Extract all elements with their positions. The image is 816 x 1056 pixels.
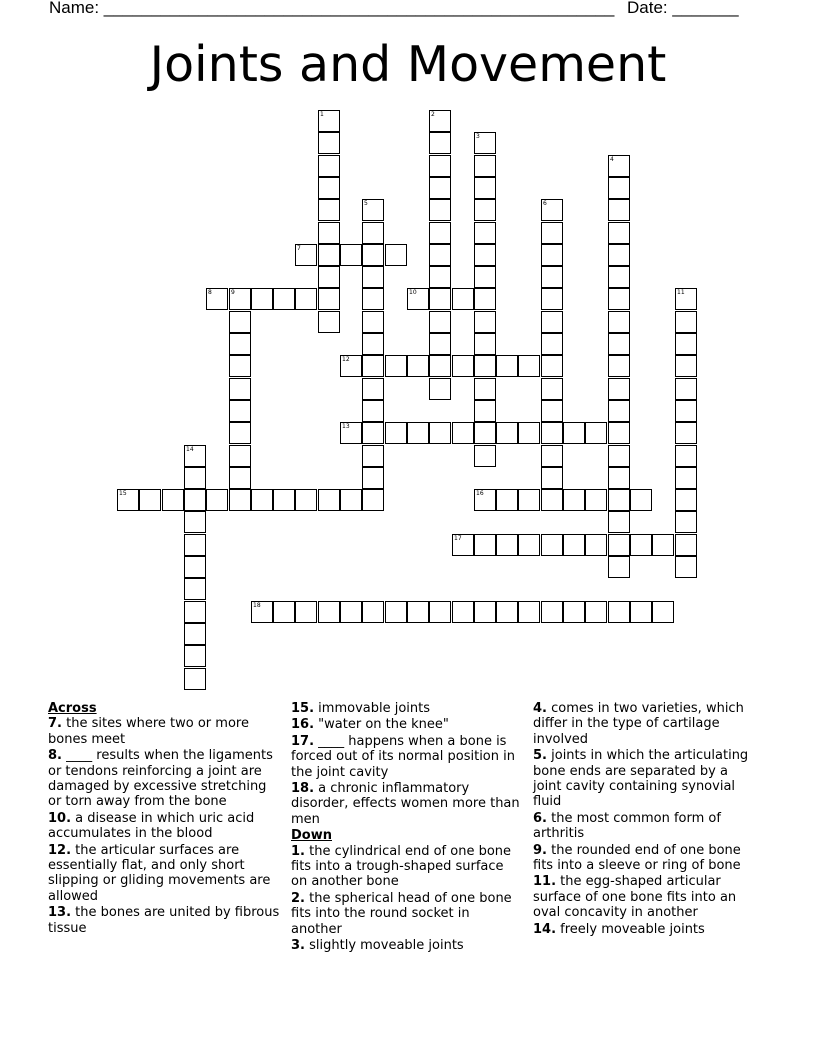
clue-number: 14 — [186, 446, 194, 453]
clue-across: 15. immovable joints — [291, 701, 431, 716]
crossword-cell[interactable] — [407, 601, 429, 623]
clue-down: 6. the most common form of arthritis — [533, 810, 721, 842]
crossword-cell[interactable] — [429, 132, 451, 154]
crossword-cell[interactable] — [362, 445, 384, 467]
crossword-cell[interactable] — [318, 266, 340, 288]
clue-across: 7. the sites where two or more bones meet — [48, 716, 249, 747]
crossword-cell[interactable] — [474, 378, 496, 400]
crossword-cell[interactable] — [474, 601, 496, 623]
clue-number: 17 — [454, 535, 462, 542]
crossword-cell[interactable] — [407, 422, 429, 444]
crossword-cell[interactable] — [184, 601, 206, 623]
crossword-cell[interactable] — [541, 489, 563, 511]
clue-across: 18. a chronic inflammatory disorder, effects women more than men — [291, 781, 520, 827]
clue-across: 8. ____ results when the ligaments or tendons reinforcing a joint are damaged by excessive stretching or torn away from the bone — [48, 748, 273, 810]
crossword-cell[interactable] — [585, 534, 607, 556]
crossword-cell[interactable] — [251, 489, 273, 511]
crossword-cell[interactable] — [518, 489, 540, 511]
crossword-cell[interactable] — [229, 445, 251, 467]
crossword-cell[interactable] — [340, 489, 362, 511]
crossword-cell[interactable] — [295, 601, 317, 623]
crossword-cell[interactable] — [362, 355, 384, 377]
clue-across: 17. ____ happens when a bone is forced out of its normal position in the joint cavity — [291, 733, 515, 780]
crossword-cell[interactable] — [608, 266, 630, 288]
crossword-cell[interactable] — [452, 534, 474, 556]
crossword-cell[interactable] — [429, 355, 451, 377]
crossword-cell[interactable] — [340, 355, 362, 377]
crossword-cell[interactable] — [630, 534, 652, 556]
crossword-cell[interactable] — [563, 422, 585, 444]
crossword-cell[interactable] — [229, 311, 251, 333]
crossword-cell[interactable] — [429, 601, 451, 623]
clue-down: 14. freely moveable joints — [533, 921, 705, 937]
crossword-cell[interactable] — [541, 534, 563, 556]
crossword-cell[interactable] — [675, 378, 697, 400]
crossword-cell[interactable] — [229, 467, 251, 489]
crossword-cell[interactable] — [318, 311, 340, 333]
crossword-cell[interactable] — [541, 266, 563, 288]
crossword-cell[interactable] — [474, 199, 496, 221]
crossword-cell[interactable] — [452, 355, 474, 377]
crossword-cell[interactable] — [496, 355, 518, 377]
crossword-cell[interactable] — [385, 422, 407, 444]
crossword-cell[interactable] — [652, 601, 674, 623]
clue-across: 12. the articular surfaces are essentially flat, and only short slipping or gliding movements are allowed — [48, 842, 271, 904]
crossword-cell[interactable] — [541, 355, 563, 377]
clue-number: 2 — [431, 111, 435, 118]
crossword-cell[interactable] — [318, 110, 340, 132]
crossword-cell[interactable] — [496, 422, 518, 444]
crossword-cell[interactable] — [474, 422, 496, 444]
crossword-cell[interactable] — [206, 489, 228, 511]
crossword-cell[interactable] — [184, 534, 206, 556]
crossword-cell[interactable] — [675, 311, 697, 333]
crossword-cell[interactable] — [229, 422, 251, 444]
crossword-cell[interactable] — [318, 244, 340, 266]
crossword-cell[interactable] — [184, 578, 206, 600]
crossword-cell[interactable] — [608, 445, 630, 467]
crossword-cell[interactable] — [340, 422, 362, 444]
crossword-cell[interactable] — [429, 244, 451, 266]
clue-number: 13 — [342, 423, 350, 430]
crossword-cell[interactable] — [541, 244, 563, 266]
crossword-cell[interactable] — [541, 422, 563, 444]
crossword-cell[interactable] — [318, 601, 340, 623]
crossword-cell[interactable] — [229, 355, 251, 377]
crossword-cell[interactable] — [362, 288, 384, 310]
crossword-cell[interactable] — [541, 333, 563, 355]
crossword-cell[interactable] — [474, 489, 496, 511]
clue-down: 4. comes in two varieties, which differ in the type of cartilage involved — [533, 701, 744, 747]
crossword-cell[interactable] — [474, 132, 496, 154]
crossword-cell[interactable] — [474, 288, 496, 310]
clue-down: 11. the egg-shaped articular surface of one bone fits into an oval concavity in another — [533, 874, 737, 921]
clue-column-3 — [533, 701, 755, 938]
crossword-cell[interactable] — [273, 489, 295, 511]
crossword-cell[interactable] — [608, 288, 630, 310]
clue-down: 1. the cylindrical end of one bone fits into a trough-shaped surface on another bone — [291, 843, 512, 890]
crossword-cell[interactable] — [362, 333, 384, 355]
crossword-cell[interactable] — [541, 288, 563, 310]
crossword-cell[interactable] — [429, 222, 451, 244]
crossword-cell[interactable] — [362, 422, 384, 444]
crossword-cell[interactable] — [585, 422, 607, 444]
crossword-cell[interactable] — [608, 556, 630, 578]
crossword-cell[interactable] — [139, 489, 161, 511]
crossword-cell[interactable] — [608, 400, 630, 422]
crossword-cell[interactable] — [518, 422, 540, 444]
crossword-cell[interactable] — [675, 400, 697, 422]
crossword-cell[interactable] — [474, 311, 496, 333]
crossword-cell[interactable] — [541, 445, 563, 467]
crossword-cell[interactable] — [184, 645, 206, 667]
crossword-cell[interactable] — [385, 355, 407, 377]
crossword-cell[interactable] — [362, 378, 384, 400]
crossword-cell[interactable] — [407, 355, 429, 377]
down-heading: Down — [291, 828, 332, 844]
crossword-cell[interactable] — [184, 623, 206, 645]
crossword-cell[interactable] — [429, 333, 451, 355]
crossword-cell[interactable] — [608, 155, 630, 177]
crossword-cell[interactable] — [585, 601, 607, 623]
clue-number: 9 — [231, 289, 235, 296]
crossword-cell[interactable] — [518, 355, 540, 377]
crossword-cell[interactable] — [541, 467, 563, 489]
crossword-cell[interactable] — [452, 601, 474, 623]
crossword-cell[interactable] — [608, 311, 630, 333]
name-field[interactable]: Name: ______________________________________________________ — [49, 0, 615, 17]
crossword-cell[interactable] — [407, 288, 429, 310]
crossword-cell[interactable] — [362, 601, 384, 623]
crossword-cell[interactable] — [273, 601, 295, 623]
crossword-cell[interactable] — [608, 355, 630, 377]
crossword-cell[interactable] — [429, 155, 451, 177]
crossword-cell[interactable] — [608, 333, 630, 355]
clue-number: 5 — [364, 200, 368, 207]
crossword-cell[interactable] — [318, 199, 340, 221]
crossword-cell[interactable] — [675, 534, 697, 556]
crossword-cell[interactable] — [429, 311, 451, 333]
crossword-cell[interactable] — [362, 467, 384, 489]
crossword-cell[interactable] — [474, 445, 496, 467]
crossword-cell[interactable] — [675, 445, 697, 467]
crossword-cell[interactable] — [362, 244, 384, 266]
clue-down: 3. slightly moveable joints — [291, 938, 464, 954]
clue-down: 2. the spherical head of one bone fits into the round socket in another — [291, 890, 512, 937]
crossword-cell[interactable] — [675, 467, 697, 489]
crossword-cell[interactable] — [362, 489, 384, 511]
crossword-cell[interactable] — [563, 489, 585, 511]
crossword-cell[interactable] — [652, 534, 674, 556]
clue-across: 16. "water on the knee" — [291, 717, 449, 733]
clue-number: 4 — [610, 156, 614, 163]
crossword-cell[interactable] — [675, 511, 697, 533]
crossword-cell[interactable] — [541, 601, 563, 623]
crossword-cell[interactable] — [541, 400, 563, 422]
clue-number: 11 — [677, 289, 685, 296]
clue-number: 18 — [253, 602, 261, 609]
crossword-cell[interactable] — [630, 601, 652, 623]
crossword-cell[interactable] — [608, 467, 630, 489]
crossword-cell[interactable] — [474, 400, 496, 422]
crossword-cell[interactable] — [318, 288, 340, 310]
crossword-cell[interactable] — [474, 222, 496, 244]
crossword-cell[interactable] — [229, 288, 251, 310]
crossword-cell[interactable] — [630, 489, 652, 511]
across-heading: Across — [48, 701, 97, 716]
clue-number: 10 — [409, 289, 417, 296]
clue-number: 6 — [543, 200, 547, 207]
crossword-cell[interactable] — [251, 601, 273, 623]
crossword-cell[interactable] — [184, 467, 206, 489]
crossword-cell[interactable] — [184, 445, 206, 467]
crossword-cell[interactable] — [474, 155, 496, 177]
crossword-cell[interactable] — [474, 244, 496, 266]
crossword-cell[interactable] — [563, 601, 585, 623]
crossword-cell[interactable] — [318, 132, 340, 154]
crossword-cell[interactable] — [318, 489, 340, 511]
crossword-cell[interactable] — [496, 601, 518, 623]
crossword-cell[interactable] — [184, 511, 206, 533]
crossword-cell[interactable] — [340, 601, 362, 623]
crossword-cell[interactable] — [608, 177, 630, 199]
crossword-cell[interactable] — [340, 244, 362, 266]
crossword-cell[interactable] — [518, 601, 540, 623]
crossword-cell[interactable] — [117, 489, 139, 511]
crossword-cell[interactable] — [452, 288, 474, 310]
crossword-cell[interactable] — [474, 333, 496, 355]
crossword-cell[interactable] — [429, 266, 451, 288]
crossword-cell[interactable] — [251, 288, 273, 310]
crossword-cell[interactable] — [318, 177, 340, 199]
crossword-cell[interactable] — [318, 222, 340, 244]
crossword-cell[interactable] — [362, 400, 384, 422]
crossword-cell[interactable] — [585, 489, 607, 511]
crossword-cell[interactable] — [318, 155, 340, 177]
crossword-cell[interactable] — [229, 378, 251, 400]
clue-across: 10. a disease in which uric acid accumulates in the blood — [48, 810, 255, 842]
crossword-cell[interactable] — [362, 222, 384, 244]
crossword-cell[interactable] — [675, 489, 697, 511]
clue-number: 1 — [320, 111, 324, 118]
crossword-cell[interactable] — [608, 489, 630, 511]
crossword-cell[interactable] — [675, 333, 697, 355]
clue-down: 9. the rounded end of one bone fits into a sleeve or ring of bone — [533, 842, 741, 874]
crossword-cell[interactable] — [608, 601, 630, 623]
crossword-cell[interactable] — [429, 177, 451, 199]
crossword-cell[interactable] — [608, 244, 630, 266]
crossword-cell[interactable] — [474, 534, 496, 556]
crossword-cell[interactable] — [474, 355, 496, 377]
crossword-cell[interactable] — [608, 378, 630, 400]
crossword-cell[interactable] — [184, 489, 206, 511]
crossword-cell[interactable] — [608, 534, 630, 556]
crossword-cell[interactable] — [385, 244, 407, 266]
crossword-cell[interactable] — [608, 222, 630, 244]
crossword-cell[interactable] — [295, 288, 317, 310]
crossword-cell[interactable] — [541, 378, 563, 400]
clue-column-2 — [291, 701, 523, 955]
crossword-cell[interactable] — [273, 288, 295, 310]
crossword-cell[interactable] — [496, 489, 518, 511]
crossword-cell[interactable] — [675, 422, 697, 444]
crossword-cell[interactable] — [496, 534, 518, 556]
crossword-cell[interactable] — [675, 288, 697, 310]
crossword-cell[interactable] — [608, 511, 630, 533]
clue-number: 8 — [208, 289, 212, 296]
crossword-cell[interactable] — [563, 534, 585, 556]
crossword-cell[interactable] — [429, 422, 451, 444]
clue-across: 13. the bones are united by fibrous tissue — [48, 905, 280, 936]
crossword-cell[interactable] — [541, 222, 563, 244]
clue-down: 5. joints in which the articulating bone ends are separated by a joint cavity containing synovial fluid — [533, 748, 749, 810]
crossword-cell[interactable] — [608, 422, 630, 444]
crossword-cell[interactable] — [229, 333, 251, 355]
crossword-cell[interactable] — [474, 266, 496, 288]
crossword-cell[interactable] — [295, 489, 317, 511]
crossword-cell[interactable] — [429, 199, 451, 221]
crossword-cell[interactable] — [206, 288, 228, 310]
crossword-cell[interactable] — [518, 534, 540, 556]
clue-column-1 — [48, 701, 282, 937]
crossword-cell[interactable] — [429, 110, 451, 132]
crossword-cell[interactable] — [362, 199, 384, 221]
puzzle-title: Joints and Movement — [149, 36, 667, 93]
crossword-cell[interactable] — [675, 355, 697, 377]
crossword-cell[interactable] — [184, 556, 206, 578]
crossword-cell[interactable] — [385, 601, 407, 623]
crossword-cell[interactable] — [541, 311, 563, 333]
crossword-cell[interactable] — [295, 244, 317, 266]
crossword-cell[interactable] — [162, 489, 184, 511]
crossword-cell[interactable] — [229, 489, 251, 511]
crossword-cell[interactable] — [541, 199, 563, 221]
date-field[interactable]: Date: _______ — [627, 0, 739, 17]
crossword-cell[interactable] — [452, 422, 474, 444]
crossword-cell[interactable] — [362, 311, 384, 333]
crossword-cell[interactable] — [675, 556, 697, 578]
crossword-cell[interactable] — [229, 400, 251, 422]
crossword-cell[interactable] — [184, 668, 206, 690]
crossword-cell[interactable] — [474, 177, 496, 199]
crossword-cell[interactable] — [362, 266, 384, 288]
clue-number: 3 — [476, 133, 480, 140]
clue-number: 12 — [342, 356, 350, 363]
crossword-cell[interactable] — [608, 199, 630, 221]
clue-number: 7 — [297, 245, 301, 252]
clue-number: 16 — [476, 490, 484, 497]
clue-number: 15 — [119, 490, 127, 497]
crossword-cell[interactable] — [429, 288, 451, 310]
crossword-cell[interactable] — [429, 378, 451, 400]
